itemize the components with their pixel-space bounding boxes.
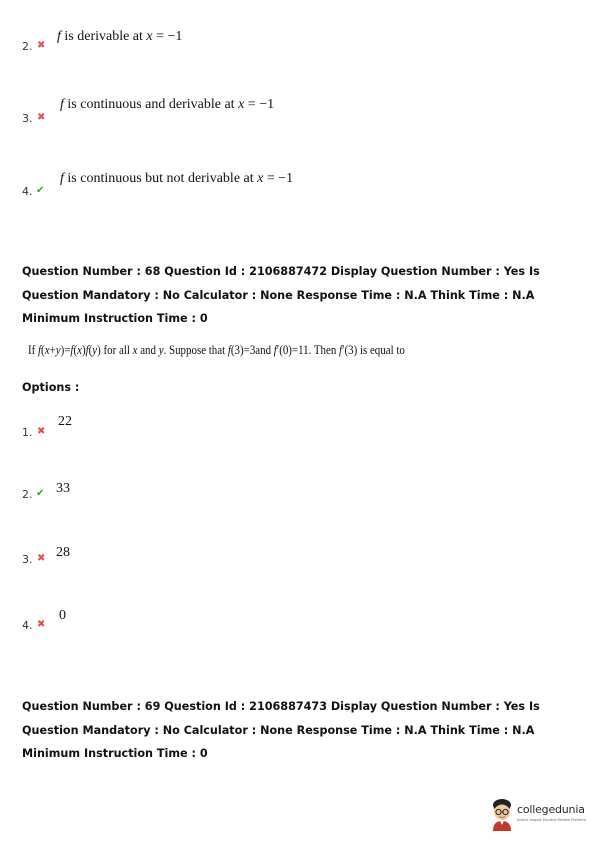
option-value: 28 [56,545,70,560]
question-69-meta: Question Number : 69 Question Id : 2106887473 Display Question Number : Yes Is Question Mandatory : No Calculator : None Response Time : N.A Think Time : N.A Minimum Instruction Time : 0 [22,700,540,760]
option-number: 2. [22,488,33,501]
option-number: 3. [22,112,33,125]
option-value: 33 [56,481,70,496]
wrong-icon: ✖ [37,112,46,123]
question-68-stem: If f(x+y)=f(x)f(y) for all x and y. Suppose that f(3)=3and f′(0)=11. Then f′(3) is equal to [28,342,405,357]
option-text: f is continuous and derivable at x = −1 [60,97,275,112]
option-text: f is derivable at x = −1 [57,29,183,44]
option-number: 2. [22,40,33,53]
option-text: f is continuous but not derivable at x = −1 [60,171,294,186]
option-value: 22 [58,414,72,429]
option-number: 1. [22,426,33,439]
option-number: 4. [22,185,33,198]
options-label: Options : [22,381,80,394]
check-icon: ✔ [36,488,45,499]
option-number: 4. [22,619,33,632]
question-68-meta: Question Number : 68 Question Id : 2106887472 Display Question Number : Yes Is Question Mandatory : No Calculator : None Response Time : N.A Think Time : N.A Minimum Instruction Time : 0 [22,265,540,325]
check-icon: ✔ [36,185,45,196]
wrong-icon: ✖ [37,619,46,630]
wrong-icon: ✖ [37,426,46,437]
logo-wordmark: collegedunia [517,803,585,816]
avatar-icon [489,797,515,831]
wrong-icon: ✖ [37,553,46,564]
collegedunia-logo [489,797,589,831]
logo-tagline: India's largest Student Review Platform [517,818,586,822]
option-value: 0 [59,608,66,623]
wrong-icon: ✖ [37,40,46,51]
option-number: 3. [22,553,33,566]
